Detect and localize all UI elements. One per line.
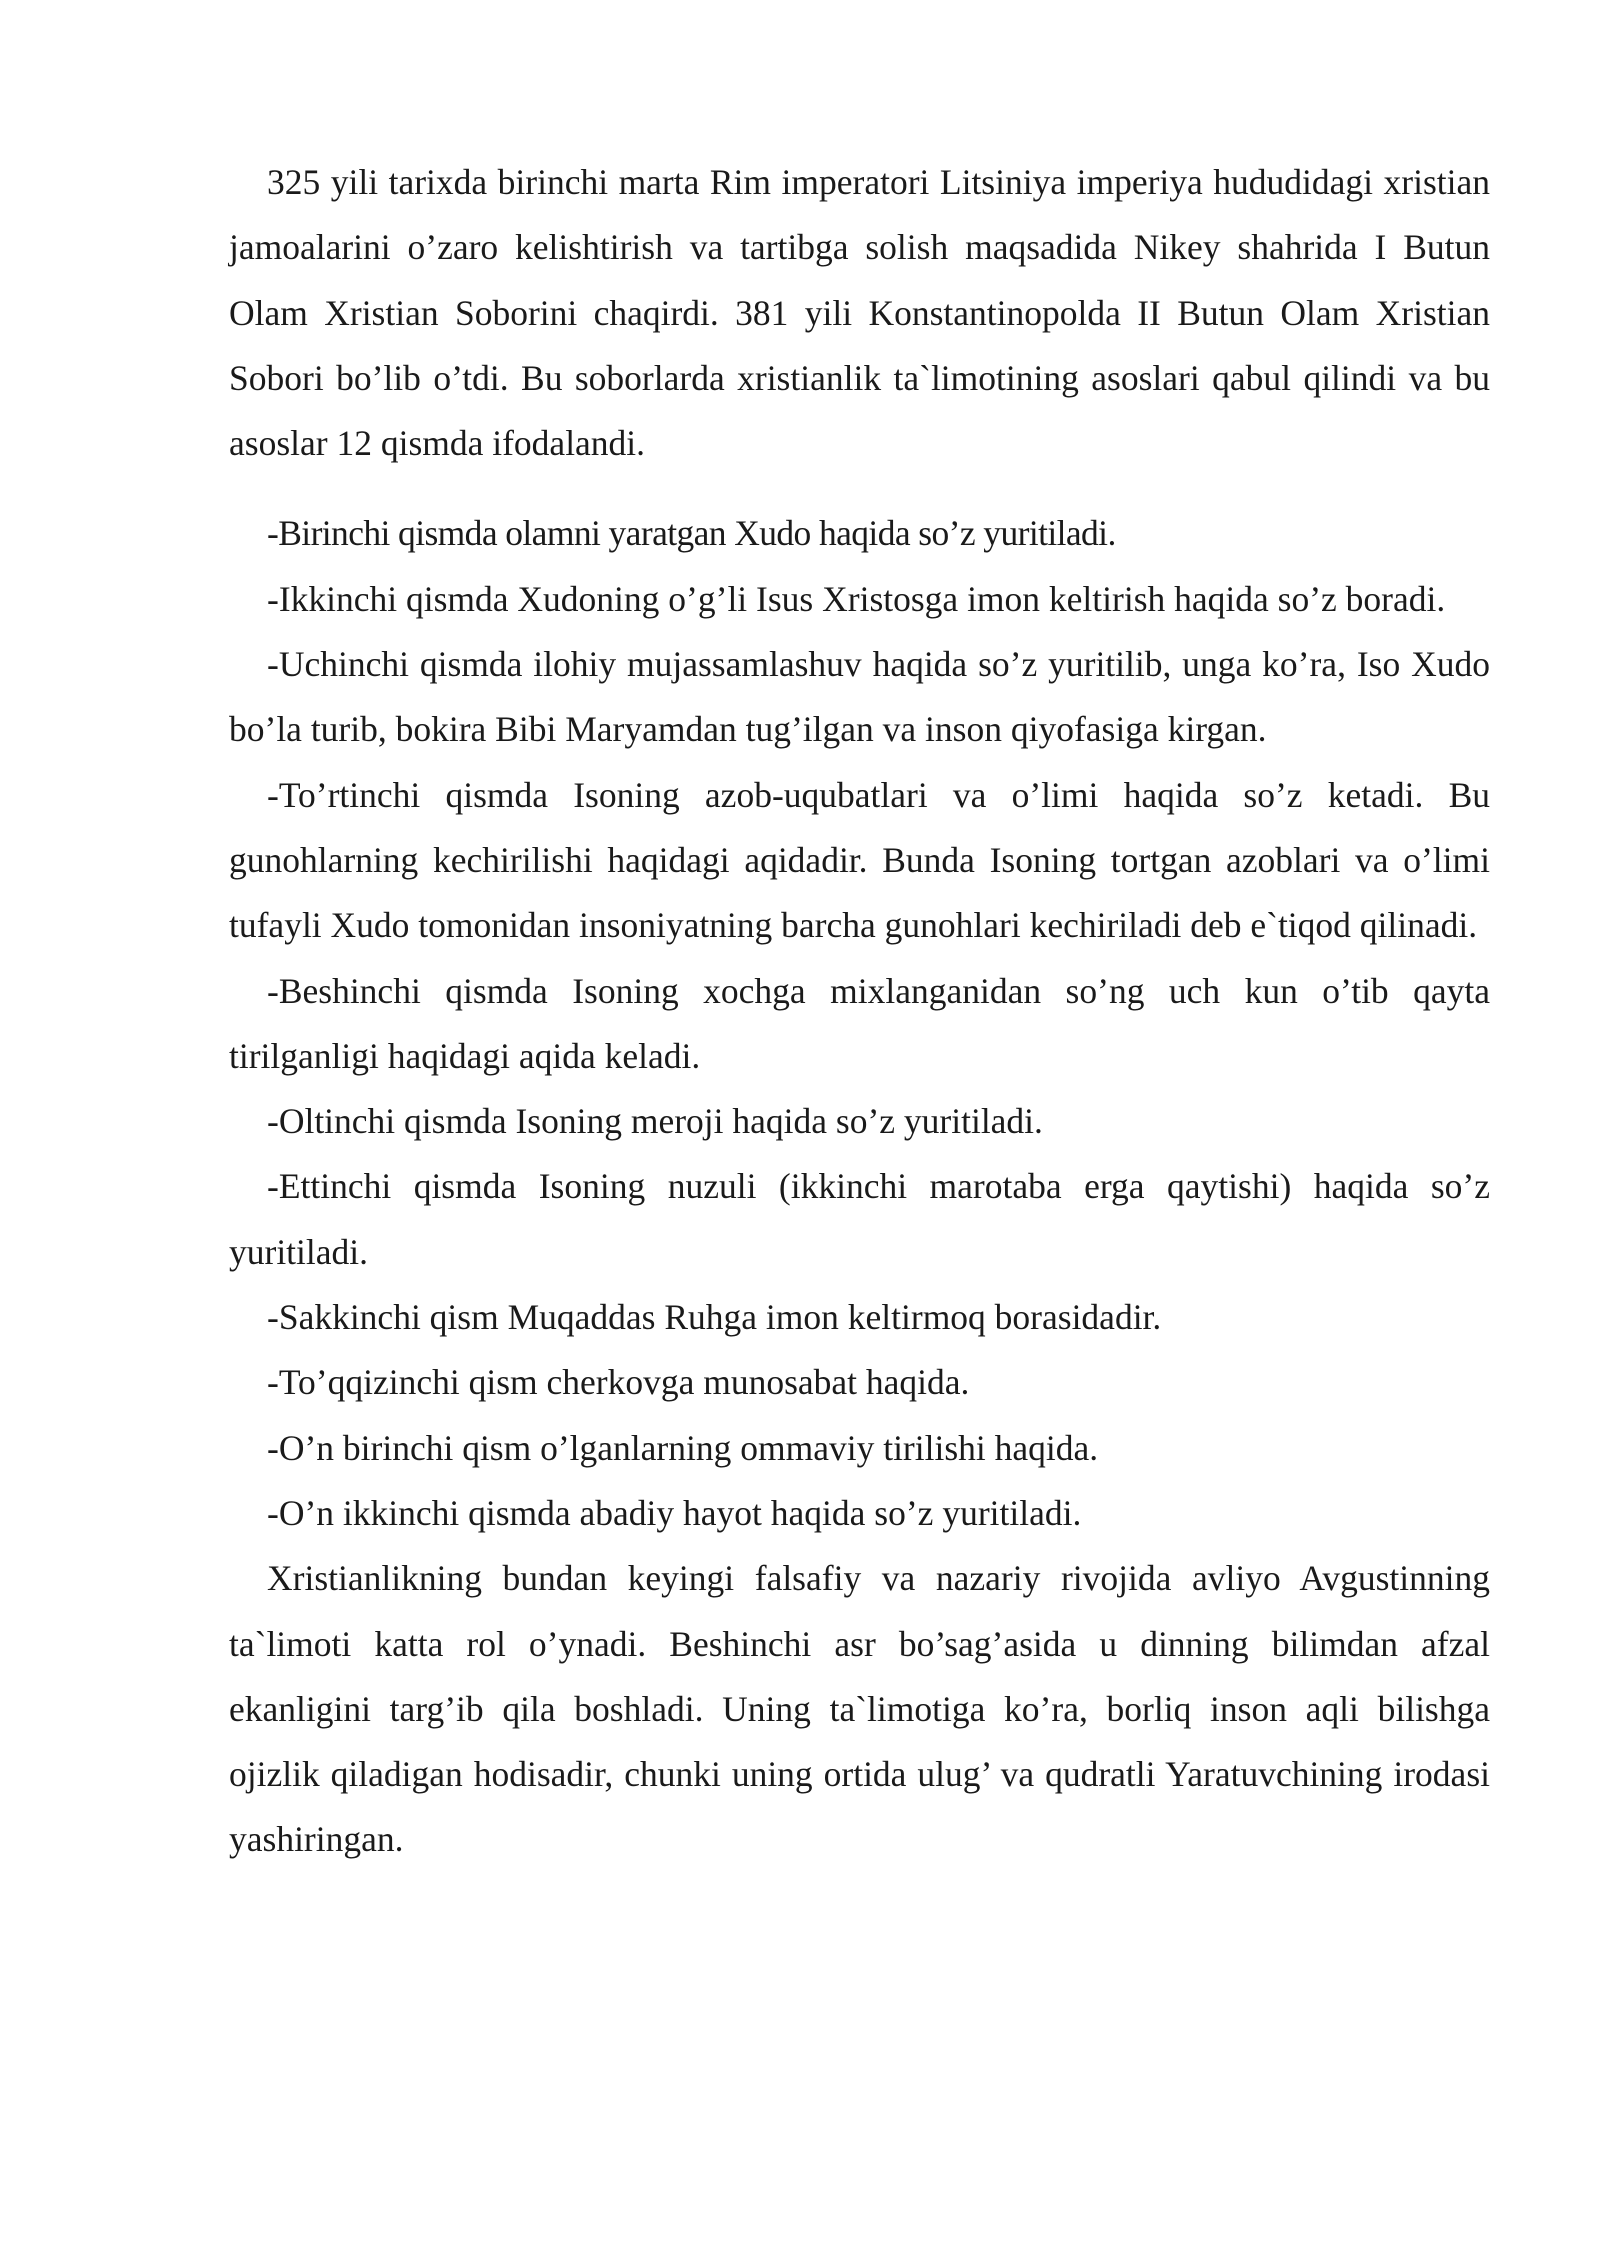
list-item-part-4: -To’rtinchi qismda Isoning azob-uqubatlari va o’limi haqida so’z ketadi. Bu gunohlarning kechirilishi haqidagi aqidadir. Bunda Isoning tortgan azoblari va o’limi tufayli Xudo tomonidan insoniyatning barcha gunohlari kechiriladi deb e`tiqod qilinadi.: [229, 774, 1490, 946]
list-item-part-6: -Oltinchi qismda Isoning meroji haqida so’z yuritiladi.: [267, 1101, 1043, 1142]
document-page: [229, 150, 1490, 1873]
list-item-part-3: -Uchinchi qismda ilohiy mujassamlashuv haqida so’z yuritilib, unga ko’ra, Iso Xudo bo’la turib, bokira Bibi Maryamdan tug’ilgan va inson qiyofasiga kirgan.: [229, 644, 1490, 750]
paragraph-intro: 325 yili tarixda birinchi marta Rim imperatori Litsiniya imperiya hududidagi xristian jamoalarini o’zaro kelishtirish va tartibga solish maqsadida Nikey shahrida I Butun Olam Xristian Soborini chaqirdi. 381 yili Konstantinopolda II Butun Olam Xristian Sobori bo’lib o’tdi. Bu soborlarda xristianlik ta`limotining asoslari qabul qilindi va bu asoslar 12 qismda ifodalandi.: [229, 162, 1490, 464]
list-item-part-8: -Sakkinchi qism Muqaddas Ruhga imon keltirmoq borasidadir.: [267, 1297, 1162, 1338]
list-item-part-7: -Ettinchi qismda Isoning nuzuli (ikkinchi marotaba erga qaytishi) haqida so’z yuritiladi.: [229, 1166, 1490, 1272]
list-item-part-9: -To’qqizinchi qism cherkovga munosabat haqida.: [267, 1362, 970, 1403]
list-item-part-2: -Ikkinchi qismda Xudoning o’g’li Isus Xristosga imon keltirish haqida so’z boradi.: [267, 578, 1446, 619]
paragraph-conclusion: Xristianlikning bundan keyingi falsafiy va nazariy rivojida avliyo Avgustinning ta`limoti katta rol o’ynadi. Beshinchi asr bo’sag’asida u dinning bilimdan afzal ekanligini targ’ib qila boshladi. Uning ta`limotiga ko’ra, borliq inson aqli bilishga ojizlik qiladigan hodisadir, chunki uning ortida ulug’ va qudratli Yaratuvchining irodasi yashiringan.: [229, 1558, 1490, 1860]
list-item-part-5: -Beshinchi qismda Isoning xochga mixlanganidan so’ng uch kun o’tib qayta tirilganligi haqidagi aqida keladi.: [229, 970, 1490, 1076]
list-item-part-1: -Birinchi qismda olamni yaratgan Xudo haqida so’z yuritiladi.: [267, 513, 1116, 554]
list-item-part-12: -O’n ikkinchi qismda abadiy hayot haqida so’z yuritiladi.: [267, 1492, 1082, 1533]
list-item-part-11: -O’n birinchi qism o’lganlarning ommaviy tirilishi haqida.: [267, 1427, 1099, 1468]
